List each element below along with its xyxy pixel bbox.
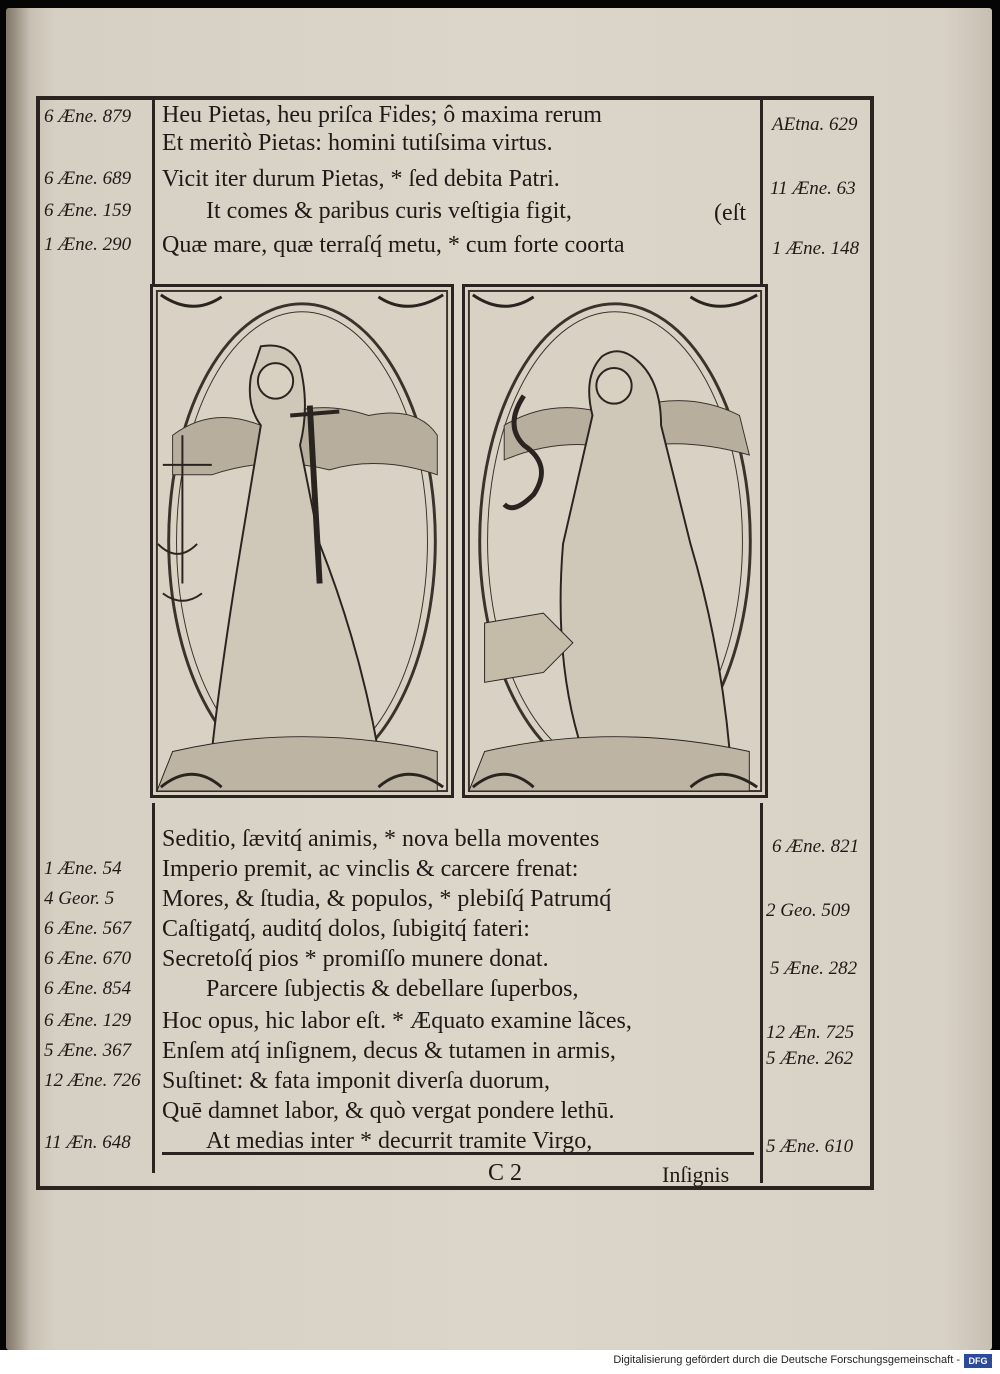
bottom-rule [36, 1186, 874, 1190]
ref-left-b9: 11 Æn. 648 [44, 1132, 131, 1153]
ref-left-1: 6 Æne. 879 [44, 106, 132, 127]
top-verse-line-3: Vicit iter durum Pietas, * ſed debita Patri. [162, 166, 560, 192]
footer-bar [0, 1350, 1000, 1374]
inner-right-rule [760, 96, 763, 286]
bottom-verse-line-5: Secretoſq́ pios * promiſſo munere donat. [162, 946, 549, 972]
inner-right-rule-lower [760, 803, 763, 1183]
ref-right-3: 1 Æne. 148 [772, 238, 860, 259]
inner-left-rule [152, 96, 155, 286]
top-verse-line-1: Heu Pietas, heu priſca Fides; ô maxima rerum [162, 102, 602, 128]
right-column-rule [870, 96, 874, 1188]
ref-left-b1: 1 Æne. 54 [44, 858, 122, 879]
bottom-verse-line-8: Enſem atq́ inſignem, decus & tutamen in armis, [162, 1038, 616, 1064]
book-page [6, 8, 992, 1350]
ref-right-2: 11 Æne. 63 [770, 178, 856, 199]
ref-right-b1: 6 Æne. 821 [772, 836, 860, 857]
bottom-verse-line-4: Caſtigatq́, auditq́ dolos, ſubigitq́ fateri: [162, 916, 530, 942]
bottom-verse-line-9: Suſtinet: & fata imponit diverſa duorum, [162, 1068, 550, 1094]
ref-left-b4: 6 Æne. 670 [44, 948, 132, 969]
ref-right-b2: 2 Geo. 509 [766, 900, 850, 921]
bottom-verse-line-3: Mores, & ſtudia, & populos, * plebiſq́ Patrumq́ [162, 886, 612, 912]
top-rule [36, 96, 874, 100]
top-verse-overflow: (eſt [714, 200, 746, 226]
dfg-logo: DFG [964, 1354, 992, 1368]
ref-left-4: 1 Æne. 290 [44, 234, 132, 255]
ref-left-b8: 12 Æne. 726 [44, 1070, 141, 1091]
top-verse-line-5: Quæ mare, quæ terraſq́ metu, * cum forte coorta [162, 232, 625, 258]
ref-left-3: 6 Æne. 159 [44, 200, 132, 221]
bottom-verse-line-11: At medias inter * decurrit tramite Virgo, [206, 1128, 593, 1154]
catchword: Inſignis [662, 1162, 730, 1187]
ref-right-1: AEtna. 629 [772, 114, 858, 135]
inner-left-rule-lower [152, 803, 155, 1173]
signature-mark: C 2 [488, 1160, 523, 1186]
woodcut-justice [150, 284, 454, 798]
ref-right-b6: 5 Æne. 610 [766, 1136, 854, 1157]
funding-notice: Digitalisierung gefördert durch die Deutsche Forschungsgemeinschaft - [613, 1354, 960, 1366]
bottom-verse-line-7: Hoc opus, hic labor eſt. * Æquato examine lãces, [162, 1008, 632, 1034]
bottom-verse-line-2: Imperio premit, ac vinclis & carcere frenat: [162, 856, 579, 882]
ref-right-b5: 5 Æne. 262 [766, 1048, 854, 1069]
bottom-verse-line-1: Seditio, ſævitq́ animis, * nova bella moventes [162, 826, 600, 852]
bottom-verse-line-10: Quē damnet labor, & quò vergat pondere lethū. [162, 1098, 615, 1124]
ref-right-b3: 5 Æne. 282 [770, 958, 858, 979]
woodcut-prudence [462, 284, 768, 798]
ref-left-b5: 6 Æne. 854 [44, 978, 132, 999]
top-verse-line-2: Et meritò Pietas: homini tutiſsima virtus. [162, 130, 553, 156]
ref-right-b4: 12 Æn. 725 [766, 1022, 855, 1043]
ref-left-b6: 6 Æne. 129 [44, 1010, 132, 1031]
ref-left-b3: 6 Æne. 567 [44, 918, 132, 939]
binding-shadow [6, 8, 30, 1350]
ref-left-b7: 5 Æne. 367 [44, 1040, 132, 1061]
left-column-rule [36, 96, 40, 1186]
ref-left-b2: 4 Geor. 5 [44, 888, 115, 909]
top-verse-line-4: It comes & paribus curis veſtigia figit, [206, 198, 572, 224]
ref-left-2: 6 Æne. 689 [44, 168, 132, 189]
bottom-verse-line-6: Parcere ſubjectis & debellare ſuperbos, [206, 976, 579, 1002]
